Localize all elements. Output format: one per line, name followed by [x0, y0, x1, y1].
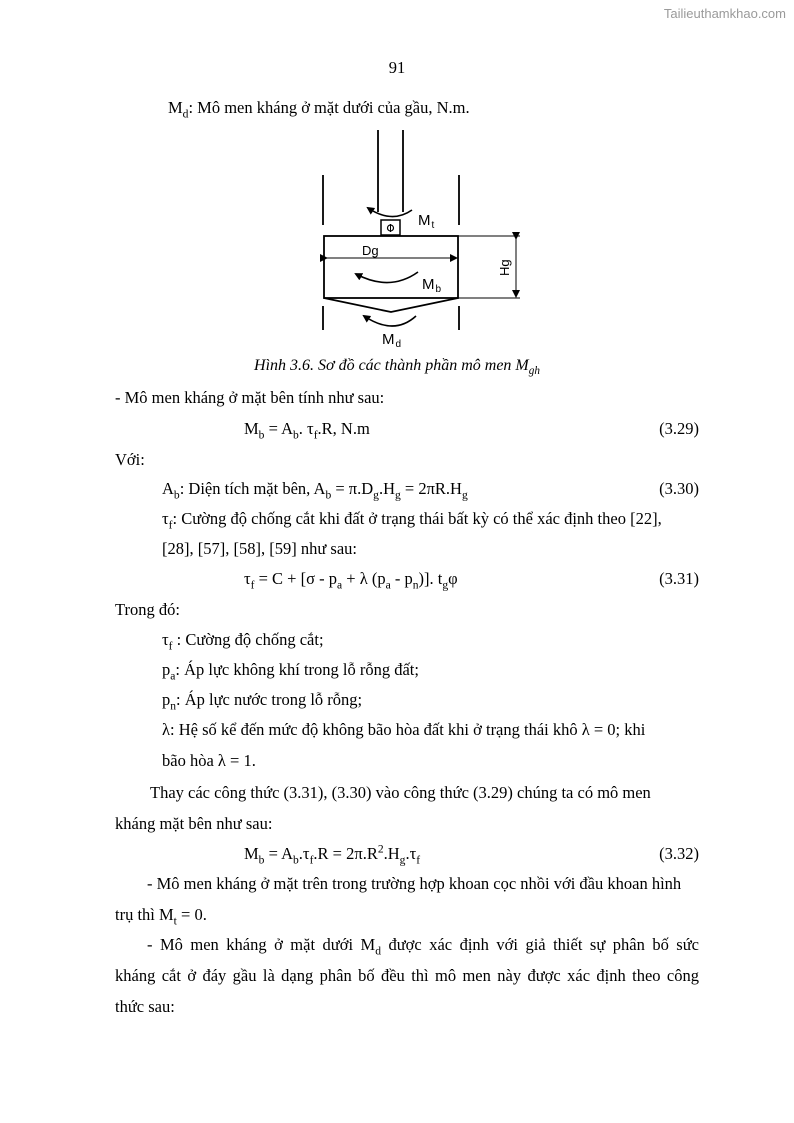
definition-item: $p_a$: Áp lực không khí trong lỗ rỗng đất; — [162, 660, 419, 683]
md-label: $M_d$ — [382, 331, 402, 350]
page-number: 91 — [388, 58, 406, 77]
md-arrow — [364, 316, 416, 326]
equation-number: (3.31) — [659, 569, 699, 588]
figure-diagram — [300, 128, 540, 350]
text-line: - Mô men kháng ở mặt trên trong trường hợp khoan cọc nhồi với đầu khoan hình — [147, 874, 682, 893]
definition-item: $\tau_f$ : Cường độ chống cắt; — [162, 630, 324, 653]
figure-caption: Hình 3.6. Sơ đồ các thành phần mô men $M_{gh}$ — [254, 357, 540, 378]
text-line: - Mô men kháng ở mặt dưới $M_d$ được xác định với giả thiết sự phân bố sức — [147, 935, 699, 958]
definition-item: $p_n$: Áp lực nước trong lỗ rỗng; — [162, 690, 363, 713]
equation-3-31: $\tau_f = C + [\sigma - p_a + \lambda$ $(p_a - p_n)$]. $t_g\varphi$ — [244, 569, 458, 592]
text-line: kháng cắt ở đáy gầu là dạng phân bố đều thì mô men này được xác định theo công — [115, 966, 699, 985]
text-line: Thay các công thức (3.31), (3.30) vào công thức (3.29) chúng ta có mô men — [150, 783, 651, 802]
equation-3-29: $M_b = A_b$. $\tau_f.R$, N.m — [244, 419, 370, 442]
mt-arrow — [368, 208, 412, 217]
equation-3-32: $M_b = A_b.\tau_f.R = 2\pi.R^2.H_g.\tau_f$ — [244, 843, 421, 867]
equation-number: (3.32) — [659, 844, 699, 863]
text-line: kháng mặt bên như sau: — [115, 814, 273, 833]
text-line: thức sau: — [115, 997, 175, 1016]
mb-label: $M_b$ — [422, 276, 442, 295]
text-line: - Mô men kháng ở mặt bên tính như sau: — [115, 388, 385, 407]
text-line: [28], [57], [58], [59] như sau: — [162, 539, 357, 558]
text-line: trụ thì $M_t = 0$. — [115, 905, 207, 928]
mt-label: $M_t$ — [418, 212, 435, 231]
text-line: bão hòa λ = 1. — [162, 751, 256, 770]
definition-tau: $\tau_f$: Cường độ chống cắt khi đất ở trạng thái bất kỳ có thể xác định theo [22], — [162, 509, 662, 532]
definition-item: λ: Hệ số kể đến mức độ không bão hòa đất khi ở trạng thái khô λ = 0; khi — [162, 720, 646, 739]
dg-label: Dg — [362, 243, 379, 258]
hg-label: Hg — [497, 259, 512, 276]
text-line: Với: — [115, 450, 145, 469]
watermark: Tailieuthamkhao.com — [663, 6, 786, 21]
bucket-cone — [324, 298, 458, 312]
text-line: Trong đó: — [115, 600, 180, 619]
paragraph-md — [115, 929, 699, 1022]
definition-ab: $A_b$: Diện tích mặt bên, $A_b = \pi.D_g.H_g = 2\pi R.H_g$ — [162, 479, 468, 502]
intro-line: $M_d$: Mô men kháng ở mặt dưới của gầu, N.m. — [168, 98, 470, 121]
equation-number: (3.29) — [659, 419, 699, 438]
equation-number: (3.30) — [659, 479, 699, 498]
